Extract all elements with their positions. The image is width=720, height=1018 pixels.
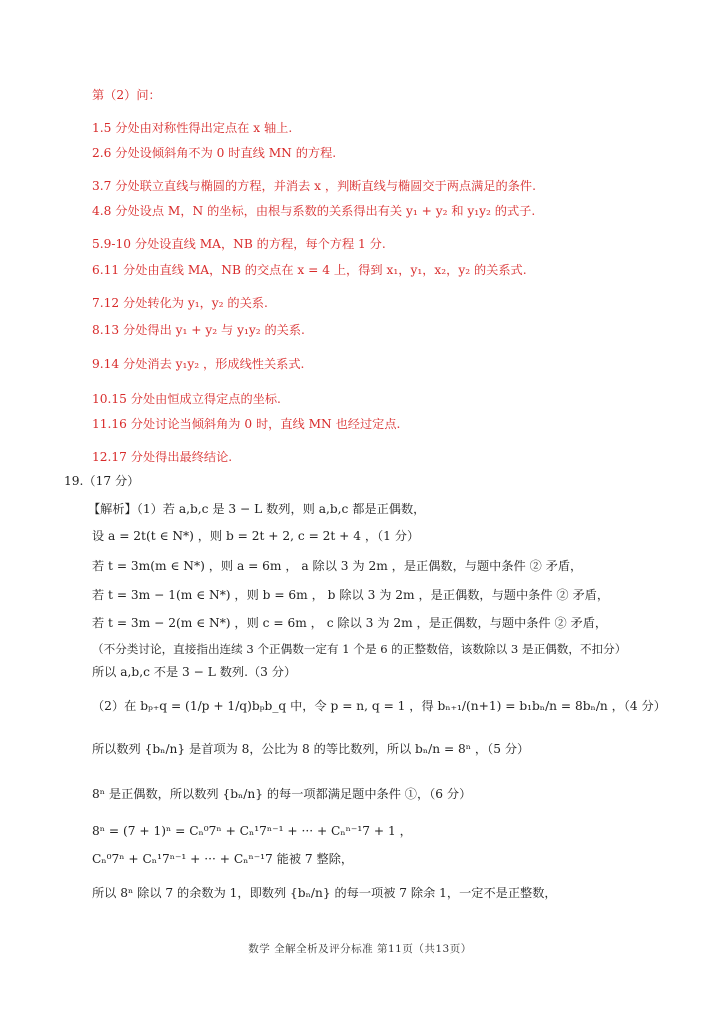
scoring-item-1: 1.5 分处由对称性得出定点在 x 轴上. bbox=[92, 121, 293, 135]
solution-line-10: 8ⁿ 是正偶数，所以数列 {bₙ/n} 的每一项都满足题中条件 ①，（6 分） bbox=[92, 787, 472, 801]
solution-line-11: 8ⁿ = (7 + 1)ⁿ = Cₙ⁰7ⁿ + Cₙ¹7ⁿ⁻¹ + ··· + Cₙⁿ⁻¹7 + 1 ， bbox=[92, 824, 412, 838]
solution-line-8: （2）在 bₚ₊q = (1/p + 1/q)bₚb_q 中，令 p = n, q = 1 ，得 bₙ₊₁/(n+1) = b₁bₙ/n = 8bₙ/n ，（4 分） bbox=[92, 699, 666, 713]
solution-line-6: （不分类讨论，直接指出连续 3 个正偶数一定有 1 个是 6 的正整数倍，该数除以 3 是正偶数，不扣分） bbox=[92, 642, 627, 656]
scoring-item-2: 2.6 分处设倾斜角不为 0 时直线 MN 的方程. bbox=[92, 146, 337, 160]
scoring-item-3: 3.7 分处联立直线与椭圆的方程，并消去 x ，判断直线与椭圆交于两点满足的条件. bbox=[92, 179, 536, 193]
page-footer: 数学 全解全析及评分标准 第11页（共13页） bbox=[248, 943, 472, 955]
solution-line-9: 所以数列 {bₙ/n} 是首项为 8，公比为 8 的等比数列，所以 bₙ/n = 8ⁿ ，（5 分） bbox=[92, 742, 530, 756]
solution-line-12: Cₙ⁰7ⁿ + Cₙ¹7ⁿ⁻¹ + ··· + Cₙⁿ⁻¹7 能被 7 整除， bbox=[92, 852, 354, 866]
solution-line-4: 若 t = 3m − 1(m ∈ N*) ，则 b = 6m ， b 除以 3 为 2m ，是正偶数，与题中条件 ② 矛盾， bbox=[92, 588, 610, 602]
scoring-item-6: 6.11 分处由直线 MA，NB 的交点在 x = 4 上，得到 x₁，y₁，x₂，y₂ 的关系式. bbox=[92, 263, 527, 277]
scoring-item-7: 7.12 分处转化为 y₁，y₂ 的关系. bbox=[92, 296, 268, 310]
solution-line-5: 若 t = 3m − 2(m ∈ N*) ，则 c = 6m ， c 除以 3 为 2m ，是正偶数，与题中条件 ② 矛盾， bbox=[92, 616, 608, 630]
solution-line-13: 所以 8ⁿ 除以 7 的余数为 1，即数列 {bₙ/n} 的每一项被 7 除余 1，一定不是正整数， bbox=[92, 886, 557, 900]
scoring-item-8: 8.13 分处得出 y₁ + y₂ 与 y₁y₂ 的关系. bbox=[92, 323, 305, 337]
scoring-item-4: 4.8 分处设点 M，N 的坐标，由根与系数的关系得出有关 y₁ + y₂ 和 y₁y₂ 的式子. bbox=[92, 204, 536, 218]
scoring-heading: 第（2）问： bbox=[92, 88, 161, 102]
scoring-item-5: 5.9-10 分处设直线 MA，NB 的方程，每个方程 1 分. bbox=[92, 237, 386, 251]
solution-line-1: 【解析】（1）若 a,b,c 是 3 − L 数列，则 a,b,c 都是正偶数， bbox=[88, 502, 426, 516]
solution-line-2: 设 a = 2t(t ∈ N*) ，则 b = 2t + 2, c = 2t + 4 ，（1 分） bbox=[92, 529, 420, 543]
question-number: 19.（17 分） bbox=[64, 474, 140, 488]
solution-line-7: 所以 a,b,c 不是 3 − L 数列.（3 分） bbox=[92, 665, 297, 679]
scoring-item-9: 9.14 分处消去 y₁y₂ ，形成线性关系式. bbox=[92, 357, 305, 371]
scoring-item-10: 10.15 分处由恒成立得定点的坐标. bbox=[92, 392, 281, 406]
solution-line-3: 若 t = 3m(m ∈ N*) ，则 a = 6m ， a 除以 3 为 2m ，是正偶数，与题中条件 ② 矛盾， bbox=[92, 559, 583, 573]
scoring-item-11: 11.16 分处讨论当倾斜角为 0 时，直线 MN 也经过定点. bbox=[92, 417, 401, 431]
scoring-item-12: 12.17 分处得出最终结论. bbox=[92, 450, 233, 464]
